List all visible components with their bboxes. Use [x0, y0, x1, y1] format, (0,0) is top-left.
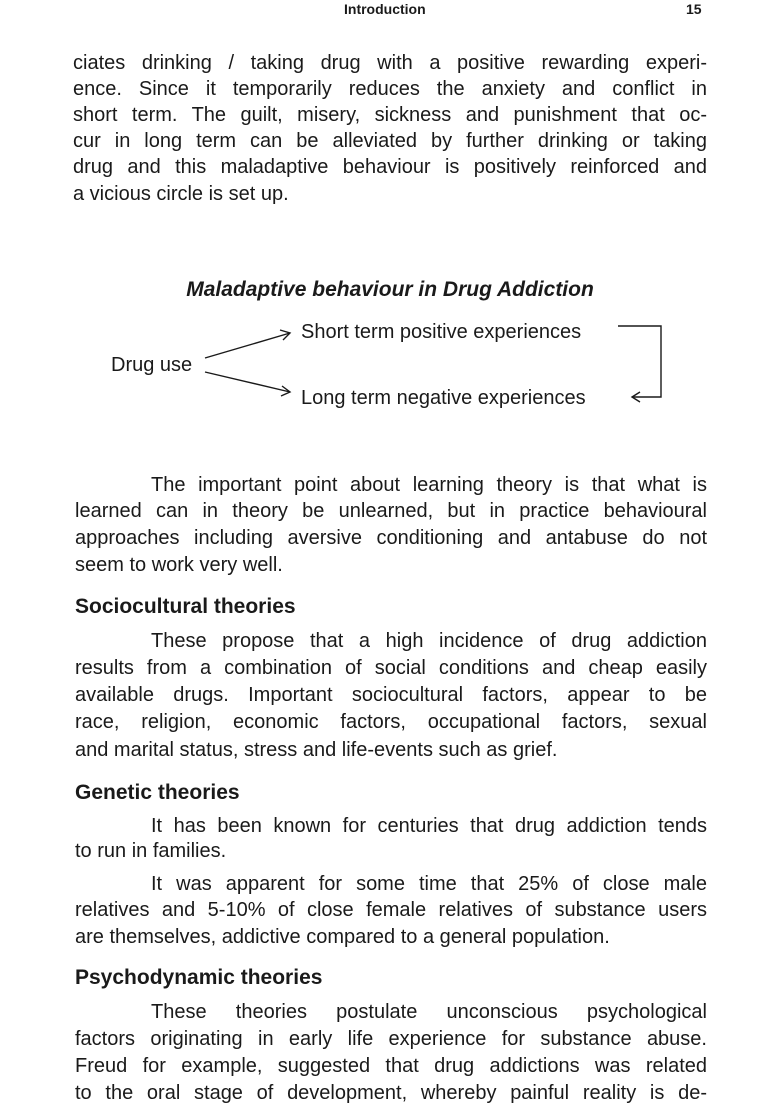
text-line: race, religion, economic factors, occupational factors, sexual	[75, 711, 707, 733]
text-line: results from a combination of social conditions and cheap easily	[75, 657, 707, 679]
text-line: factors originating in early life experience for substance abuse.	[75, 1028, 707, 1050]
text-line: and marital status, stress and life-events such as grief.	[75, 739, 558, 761]
diagram-source: Drug use	[111, 354, 193, 376]
text-line: These theories postulate unconscious psychological	[151, 1001, 707, 1023]
text-line: These propose that a high incidence of drug addiction	[151, 630, 707, 652]
diagram-long-term: Long term negative experiences	[301, 387, 586, 409]
text-line: It has been known for centuries that drug addiction tends	[151, 815, 707, 837]
section-heading: Genetic theories	[75, 781, 240, 804]
text-line: available drugs. Important sociocultural factors, appear to be	[75, 684, 707, 706]
text-line: short term. The guilt, misery, sickness and punishment that oc-	[73, 104, 707, 126]
section-heading: Psychodynamic theories	[75, 966, 323, 989]
text-line: ciates drinking / taking drug with a positive rewarding experi-	[73, 52, 707, 74]
running-header: Introduction	[344, 1, 426, 17]
text-line: to run in families.	[75, 840, 227, 862]
text-line: are themselves, addictive compared to a general population.	[75, 926, 610, 948]
diagram-short-term: Short term positive experiences	[301, 321, 582, 343]
text-line: It was apparent for some time that 25% of close male	[151, 873, 707, 895]
diagram-title: Maladaptive behaviour in Drug Addiction	[186, 278, 594, 301]
text-line: learned can in theory be unlearned, but in practice behavioural	[75, 500, 707, 522]
text-line: seem to work very well.	[75, 554, 283, 576]
text-line: ence. Since it temporarily reduces the anxiety and conflict in	[73, 78, 707, 100]
text-line: drug and this maladaptive behaviour is positively reinforced and	[73, 156, 707, 178]
text-line: approaches including aversive conditioning and antabuse do not	[75, 527, 707, 549]
text-line: to the oral stage of development, whereby painful reality is de-	[75, 1082, 707, 1104]
text-line: cur in long term can be alleviated by further drinking or taking	[73, 130, 707, 152]
section-heading: Sociocultural theories	[75, 595, 296, 618]
text-line: The important point about learning theory is that what is	[151, 474, 707, 496]
text-line: relatives and 5-10% of close female relatives of substance users	[75, 899, 707, 921]
text-line: Freud for example, suggested that drug addictions was related	[75, 1055, 707, 1077]
page-number: 15	[686, 1, 702, 17]
text-line: a vicious circle is set up.	[73, 183, 289, 205]
